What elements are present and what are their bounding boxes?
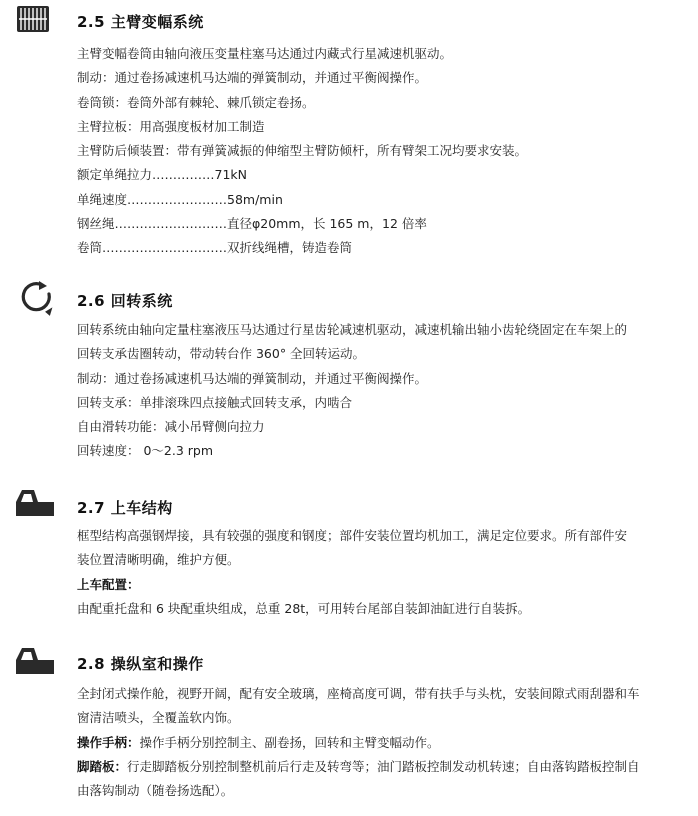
- text-line: 自由滑转功能：减小吊臂侧向拉力: [77, 419, 265, 435]
- section-paragraph: 回转系统由轴向定量柱塞液压马达通过行星齿轮减速机驱动，减速机输出轴小齿轮绕固定在车架上的回转支承齿圈转动，带动转台作 360° 全回转运动。: [77, 322, 628, 362]
- text-line: 制动：通过卷扬减速机马达端的弹簧制动，并通过平衡阀操作。: [77, 70, 428, 86]
- text-line: 主臂防后倾装置：带有弹簧减振的伸缩型主臂防倾杆，所有臂架工况均要求安装。: [77, 143, 528, 159]
- handle-label: 操作手柄：: [77, 734, 140, 750]
- text-line: 回转速度： 0～2.3 rpm: [77, 443, 214, 459]
- spec-line: 钢丝绳………………………直径φ20mm，长 165 m，12 倍率: [77, 216, 427, 232]
- spec-line: 额定单绳拉力……………71kN: [77, 167, 247, 183]
- text-line: 回转支承：单排滚珠四点接触式回转支承，内啮合: [77, 394, 353, 410]
- pedal-text: 行走脚踏板分别控制整机前后行走及转弯等；油门踏板控制发动机转速；自由落钩踏板控制自由落钩制动（随卷扬选配）。: [77, 758, 640, 799]
- cab-icon: [14, 644, 54, 680]
- spec-line: 卷筒…………………………双折线绳槽，铸造卷筒: [77, 240, 353, 256]
- section-body: [77, 524, 637, 621]
- text-line: 卷筒锁：卷筒外部有棘轮、棘爪锁定卷扬。: [77, 94, 315, 110]
- section-body: [77, 42, 637, 261]
- pedal-label: 脚踏板：: [77, 758, 128, 774]
- text-line: 主臂拉板：用高强度板材加工制造: [77, 118, 265, 134]
- text-line: 由配重托盘和 6 块配重块组成，总重 28t，可用转台尾部自装卸油缸进行自装拆。: [77, 600, 531, 616]
- text-line: 主臂变幅卷筒由轴向液压变量柱塞马达通过内藏式行星减速机驱动。: [77, 46, 453, 61]
- section-title: 2.6 回转系统: [77, 292, 173, 310]
- pedal-paragraph: [77, 755, 645, 804]
- handle-text: 操作手柄分别控制主、副卷扬，回转和主臂变幅动作。: [139, 734, 440, 750]
- text-line: 制动：通过卷扬减速机马达端的弹簧制动，并通过平衡阀操作。: [77, 370, 428, 386]
- spec-line: 单绳速度……………………58m/min: [77, 191, 283, 207]
- rotate-icon: [18, 280, 58, 316]
- drum-icon: [16, 4, 56, 40]
- cab-icon: [14, 486, 54, 522]
- section-paragraph: 框型结构高强钢焊接，具有较强的强度和钢度；部件安装位置均机加工，满足定位要求。所有部件安装位置清晰明确，维护方便。: [77, 528, 628, 568]
- section-paragraph: 全封闭式操作舱，视野开阔，配有安全玻璃，座椅高度可调，带有扶手与头枕，安装间隙式雨刮器和车窗清洁喷头，全覆盖软内饰。: [77, 686, 640, 726]
- handle-paragraph: [77, 731, 645, 755]
- section-body: [77, 318, 639, 464]
- section-title: 2.5 主臂变幅系统: [77, 13, 204, 31]
- section-body: [77, 682, 645, 803]
- section-title: 2.8 操纵室和操作: [77, 655, 204, 673]
- section-title: 2.7 上车结构: [77, 499, 173, 517]
- subheading: 上车配置：: [77, 576, 140, 592]
